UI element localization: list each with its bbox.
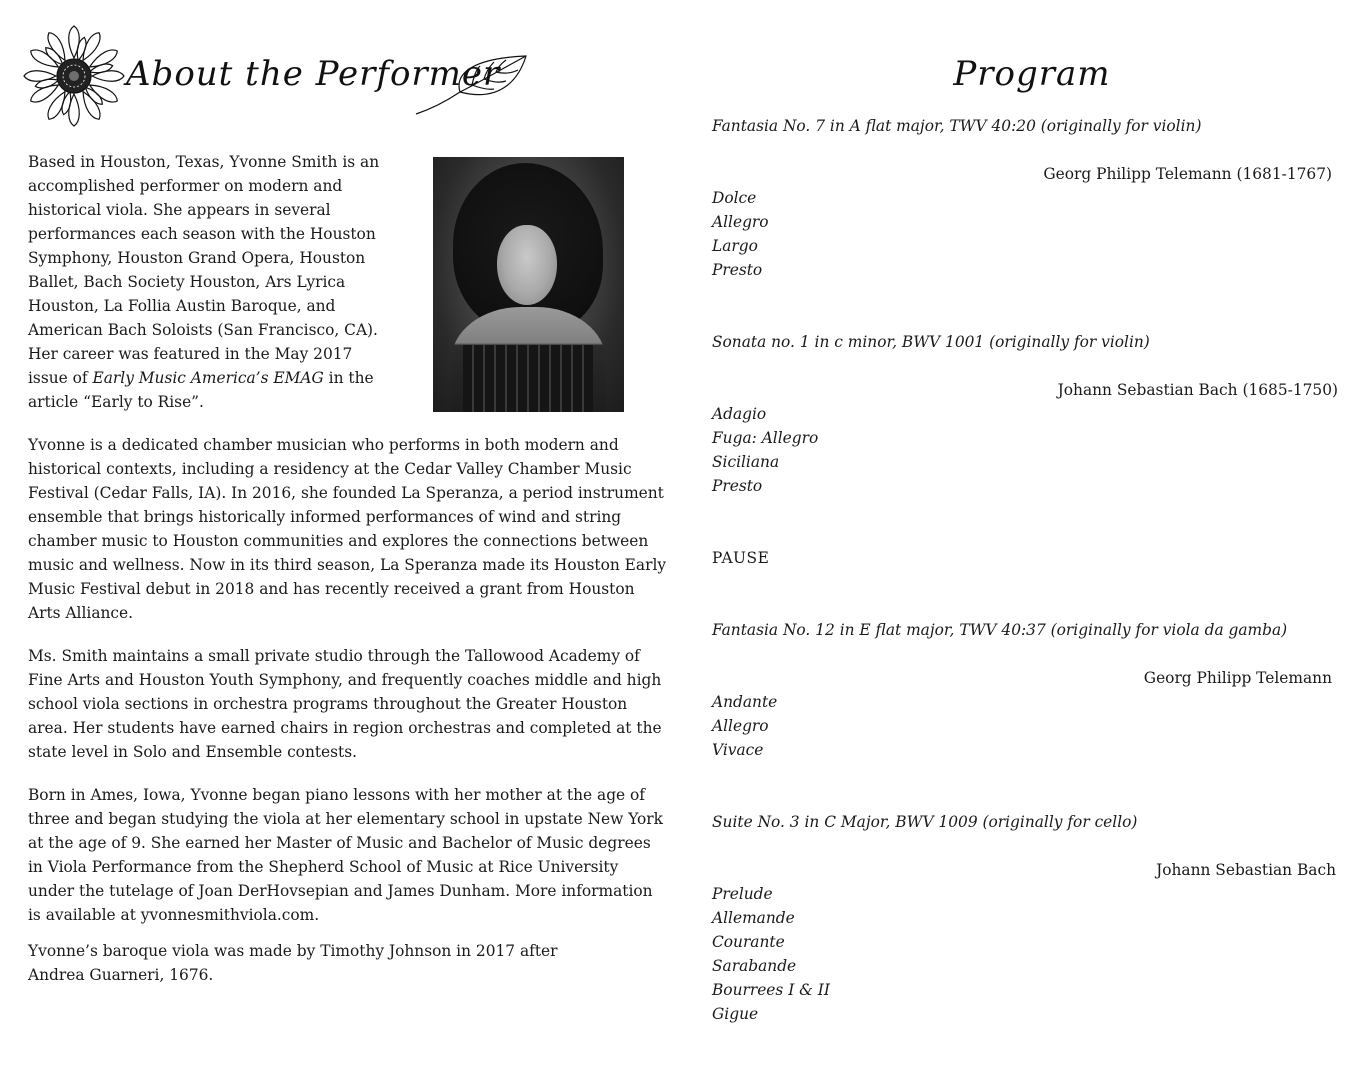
movement: Sarabande (712, 957, 797, 975)
movement: Siciliana (712, 453, 780, 471)
piece-title: Fantasia No. 7 in A flat major, TWV 40:20 (originally for violin) (712, 117, 1202, 135)
leaf-icon (414, 52, 532, 118)
bio-p1-publication: Early Music America’s EMAG (92, 369, 324, 387)
movement: Bourrees I & II (712, 981, 830, 999)
bio-paragraph-1 (28, 150, 388, 414)
piece-composer: Georg Philipp Telemann (1681-1767) (1043, 165, 1332, 183)
program-list (712, 114, 1338, 1026)
program-piece (712, 810, 1338, 1026)
movement: Allemande (712, 909, 795, 927)
spacer (712, 570, 1338, 618)
movement: Vivace (712, 741, 764, 759)
about-performer-title: About the Performer (126, 54, 501, 94)
piece-title: Fantasia No. 12 in E flat major, TWV 40:37 (originally for viola da gamba) (712, 621, 1288, 639)
spacer (712, 762, 1338, 810)
movement: Dolce (712, 189, 757, 207)
program-title: Program (953, 54, 1111, 94)
movement: Presto (712, 261, 763, 279)
piece-title: Suite No. 3 in C Major, BWV 1009 (originally for cello) (712, 813, 1138, 831)
bio-p1-text-b: in the article “Early to Rise”. (28, 369, 374, 411)
movement: Prelude (712, 885, 773, 903)
movement: Adagio (712, 405, 767, 423)
pause-label: PAUSE (712, 549, 770, 567)
movement: Courante (712, 933, 785, 951)
movement: Gigue (712, 1005, 759, 1023)
performer-bio (28, 150, 668, 987)
program-piece (712, 330, 1338, 498)
bio-paragraph-2: Yvonne is a dedicated chamber musician who performs in both modern and historical contexts, including a residency at the Cedar Valley Chamber Music Festival (Cedar Falls, IA). In 2016, she founded La Speranza, a period instrument ensemble that brings historically informed performances of wind and string chamber music to Houston communities and explores the connections between music and wellness. Now in its third season, La Speranza made its Houston Early Music Festival debut in 2018 and has recently received a grant from Houston Arts Alliance. (28, 436, 667, 622)
sunflower-icon (22, 24, 126, 128)
program-piece (712, 114, 1338, 282)
movement: Fuga: Allegro (712, 429, 819, 447)
bio-paragraph-4: Born in Ames, Iowa, Yvonne began piano lessons with her mother at the age of three and began studying the viola at her elementary school in upstate New York at the age of 9. She earned her Master of Music and Bachelor of Music degrees in Viola Performance from the Shepherd School of Music at Rice University under the tutelage of Joan DerHovsepian and James Dunham. More information is available at yvonnesmithviola.com. (28, 786, 663, 924)
piece-title: Sonata no. 1 in c minor, BWV 1001 (originally for violin) (712, 333, 1150, 351)
program-piece (712, 618, 1338, 762)
movement: Presto (712, 477, 763, 495)
movement: Largo (712, 237, 758, 255)
about-header (22, 24, 532, 134)
piece-composer: Johann Sebastian Bach (1156, 861, 1336, 879)
piece-composer: Georg Philipp Telemann (1143, 669, 1332, 687)
bio-paragraph-3: Ms. Smith maintains a small private studio through the Tallowood Academy of Fine Arts and Houston Youth Symphony, and frequently coaches middle and high school viola sections in orchestra programs throughout the Greater Houston area. Her students have earned chairs in region orchestras and completed at the state level in Solo and Ensemble contests. (28, 647, 662, 761)
piece-composer: Johann Sebastian Bach (1685-1750) (1057, 381, 1338, 399)
bio-p1-text-a: Based in Houston, Texas, Yvonne Smith is an accomplished performer on modern and historical viola. She appears in several performances each season with the Houston Symphony, Houston Grand Opera, Houston Ballet, Bach Society Houston, Ars Lyrica Houston, La Follia Austin Baroque, and American Bach Soloists (San Francisco, CA). Her career was featured in the May 2017 issue of (28, 153, 380, 387)
spacer (712, 498, 1338, 546)
movement: Andante (712, 693, 778, 711)
movement: Allegro (712, 717, 769, 735)
bio-paragraph-5: Yvonne’s baroque viola was made by Timothy Johnson in 2017 after Andrea Guarneri, 1676. (28, 942, 558, 984)
movement: Allegro (712, 213, 769, 231)
spacer (712, 282, 1338, 330)
